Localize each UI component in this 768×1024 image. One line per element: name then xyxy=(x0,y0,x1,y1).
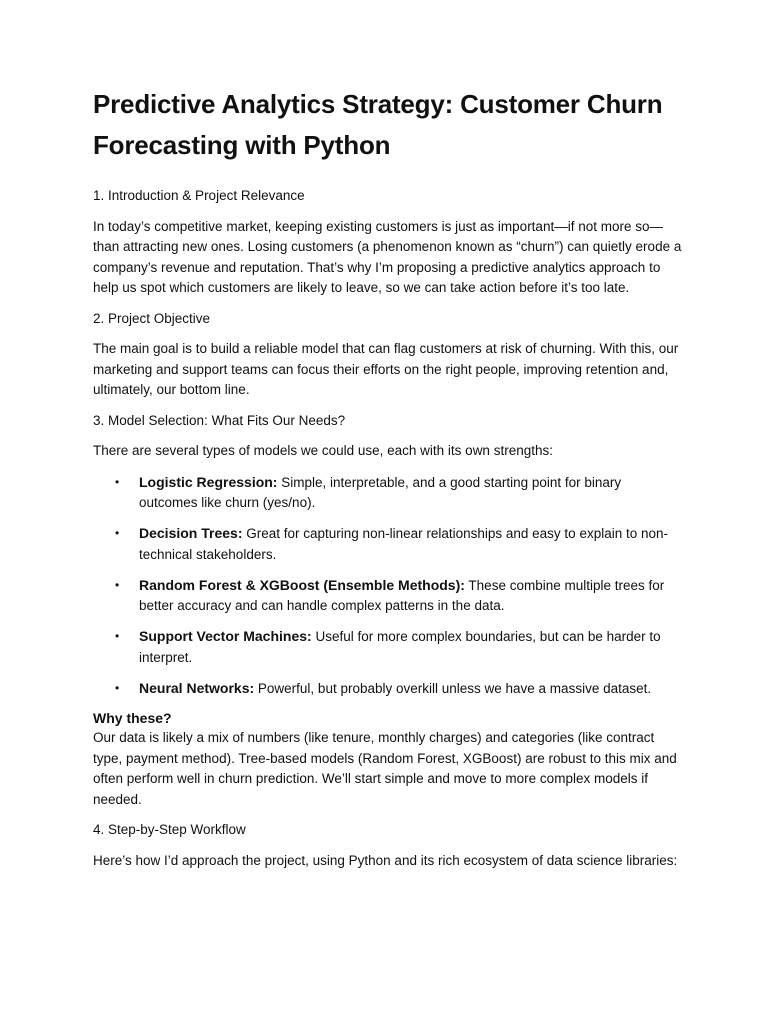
bullet-icon: • xyxy=(115,526,120,540)
model-description: Simple, interpretable, and a good starting point for binary outcomes like churn (yes/no). xyxy=(139,474,622,510)
why-these-heading: Why these? xyxy=(93,709,172,726)
section-heading-workflow: 4. Step-by-Step Workflow xyxy=(93,822,246,837)
section-heading-introduction: 1. Introduction & Project Relevance xyxy=(93,188,305,203)
workflow-paragraph: Here’s how I’d approach the project, using Python and its rich ecosystem of data science libraries: xyxy=(93,852,678,868)
objective-paragraph: The main goal is to build a reliable model that can flag customers at risk of churning. With this, our marketing and support teams can focus their efforts on the right people, improving retention and, ultimately, our bottom line. xyxy=(93,341,679,397)
bullet-icon: • xyxy=(115,474,120,489)
model-list-item xyxy=(115,523,683,565)
model-description: Powerful, but probably overkill unless we have a massive dataset. xyxy=(254,680,652,696)
model-term: Decision Trees: xyxy=(139,525,243,541)
model-list xyxy=(93,472,683,700)
model-term: Neural Networks: xyxy=(139,679,255,696)
model-list-item xyxy=(115,472,683,514)
section-heading-model-selection: 3. Model Selection: What Fits Our Needs? xyxy=(93,412,346,428)
model-term: Random Forest & XGBoost (Ensemble Methods): xyxy=(139,576,465,593)
why-these-paragraph: Our data is likely a mix of numbers (like tenure, monthly charges) and categories (like contract type, payment method). Tree-based models (Random Forest, XGBoost) are robust to this mix and often perform well in churn prediction. We’ll start simple and move to more complex models if needed. xyxy=(93,730,677,807)
document-body xyxy=(93,84,683,881)
model-list-item xyxy=(115,575,683,617)
bullet-icon: • xyxy=(115,577,120,592)
model-description: These combine multiple trees for better accuracy and can handle complex patterns in the data. xyxy=(139,577,665,613)
why-these-block xyxy=(93,708,683,811)
model-description: Great for capturing non-linear relationships and easy to explain to non-technical stakeholders. xyxy=(139,526,669,562)
introduction-paragraph: In today’s competitive market, keeping existing customers is just as important—if not more so—than attracting new ones. Losing customers (a phenomenon known as “churn”) can quietly erode a company’s revenue and reputation. That’s why I’m proposing a predictive analytics approach to help us spot which customers are likely to leave, so we can take action before it’s too late. xyxy=(93,218,682,295)
section-heading-objective: 2. Project Objective xyxy=(93,310,211,326)
model-description: Useful for more complex boundaries, but can be harder to interpret. xyxy=(139,629,661,665)
model-term: Support Vector Machines: xyxy=(139,628,312,644)
bullet-icon: • xyxy=(115,629,120,643)
model-term: Logistic Regression: xyxy=(139,473,278,490)
model-list-item xyxy=(115,678,683,700)
bullet-icon: • xyxy=(115,680,120,695)
model-intro-paragraph: There are several types of models we could use, each with its own strengths: xyxy=(93,443,553,458)
document-title: Predictive Analytics Strategy: Customer Churn Forecasting with Python xyxy=(93,89,663,160)
model-list-item xyxy=(115,626,683,668)
